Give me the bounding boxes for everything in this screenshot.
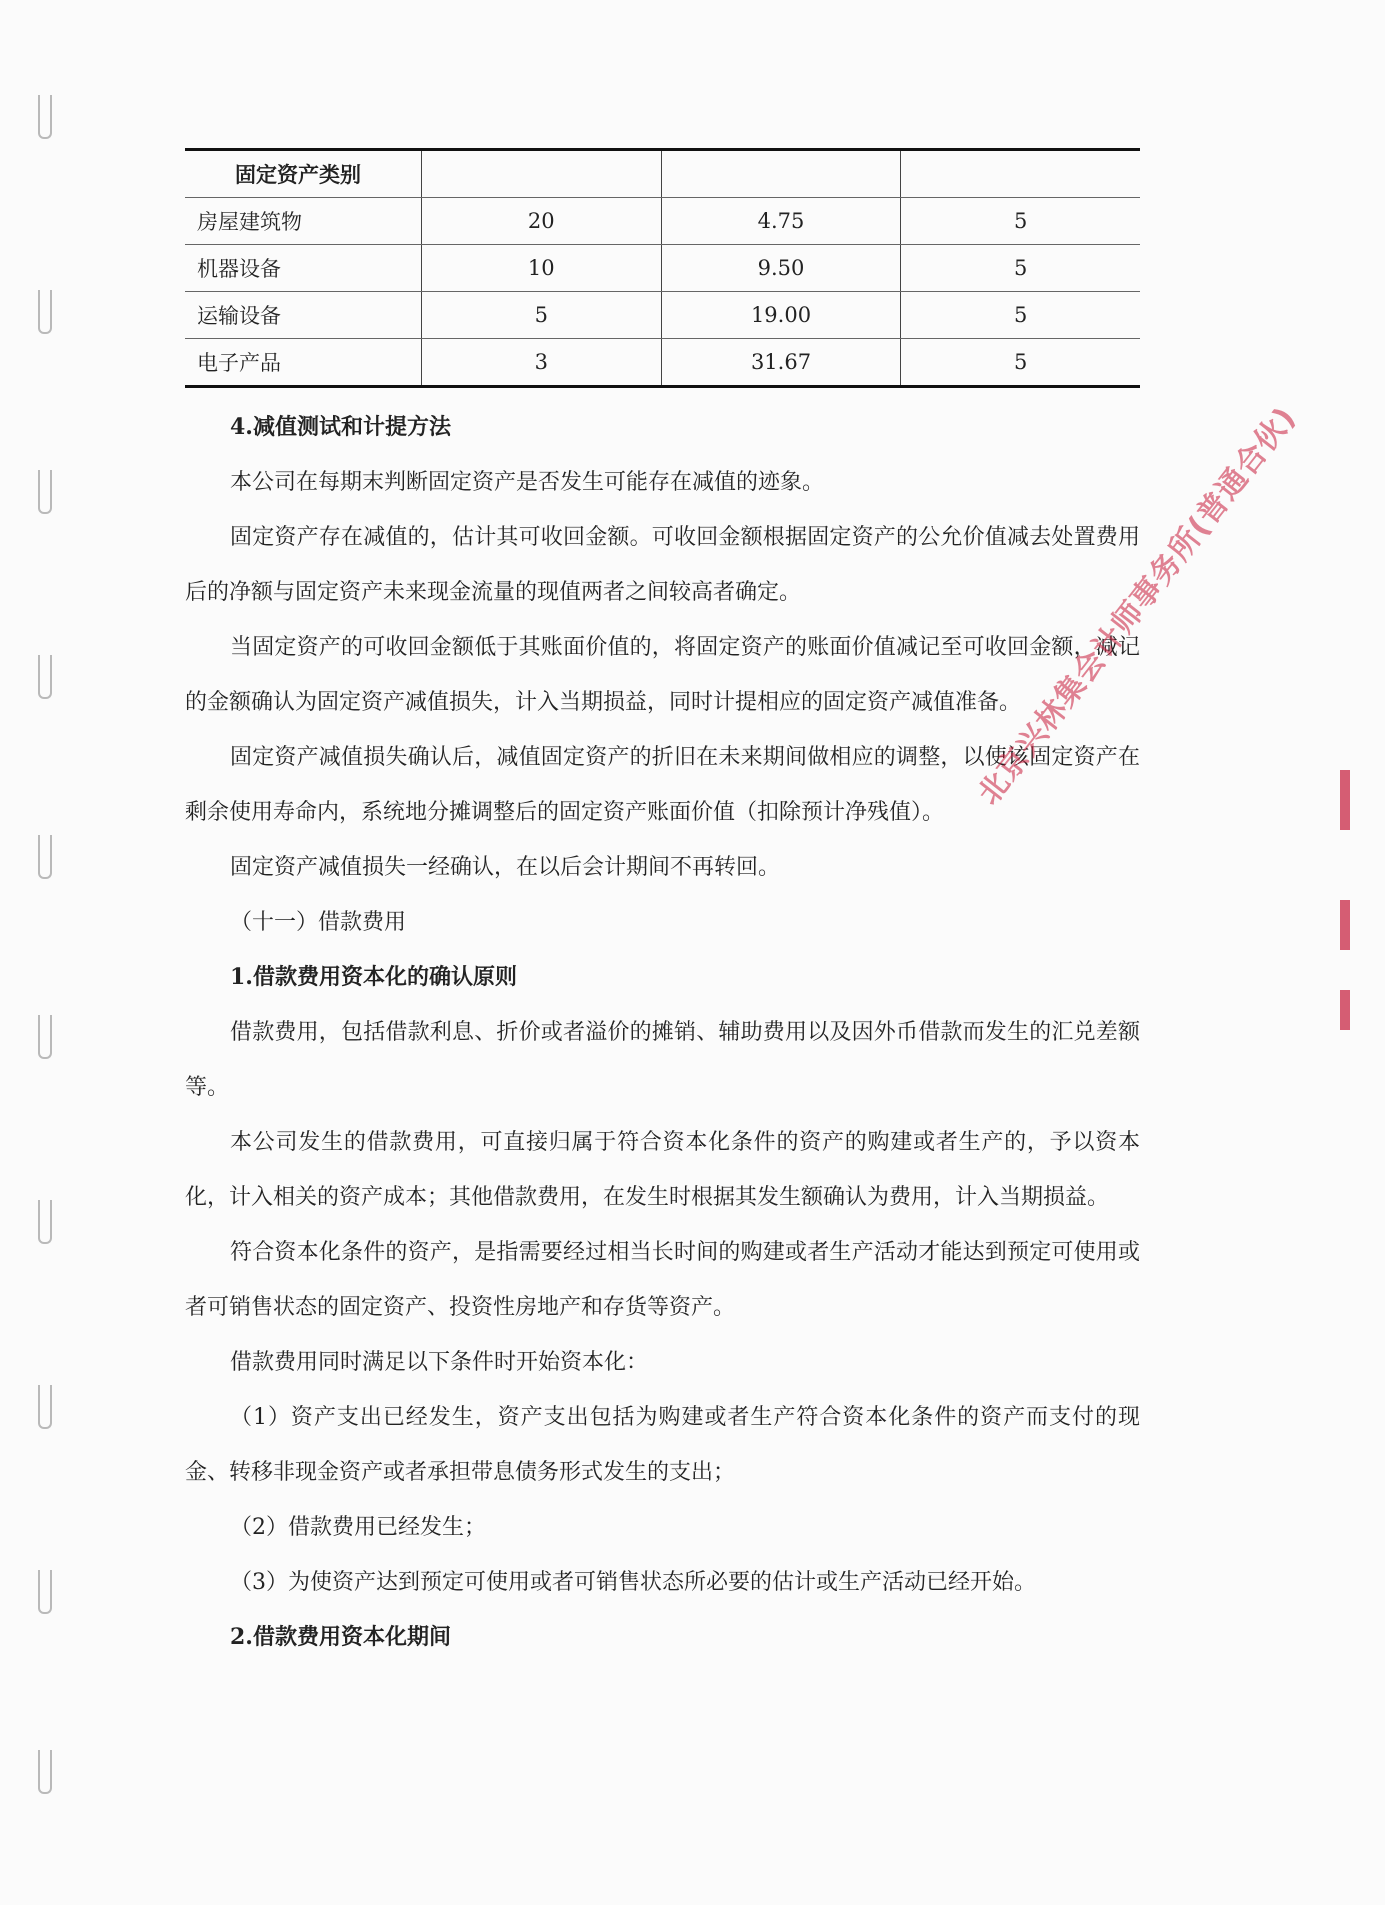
paragraph: 本公司发生的借款费用，可直接归属于符合资本化条件的资产的购建或者生产的，予以资本化，计入相关的资产成本；其他借款费用，在发生时根据其发生额确认为费用，计入当期损益。 [185,1130,1140,1210]
table-header-cell [901,150,1140,198]
table-cell: 9.50 [661,245,901,292]
table-cell: 3 [421,339,661,387]
table-cell: 运输设备 [185,292,421,339]
list-item: （1）资产支出已经发生，资产支出包括为购建或者生产符合资本化条件的资产而支付的现金、转移非现金资产或者承担带息债务形式发生的支出； [185,1405,1140,1485]
table-cell: 5 [421,292,661,339]
subsection-heading: 1.借款费用资本化的确认原则 [230,964,517,990]
paragraph: 当固定资产的可收回金额低于其账面价值的，将固定资产的账面价值减记至可收回金额，减记的金额确认为固定资产减值损失，计入当期损益，同时计提相应的固定资产减值准备。 [185,635,1140,715]
table-cell: 房屋建筑物 [185,198,421,245]
table-cell: 电子产品 [197,351,281,375]
section-heading: （十一）借款费用 [230,910,407,935]
binding-hole [38,290,52,334]
table-cell: 10 [421,245,661,292]
paragraph: 固定资产减值损失确认后，减值固定资产的折旧在未来期间做相应的调整，以使该固定资产在剩余使用寿命内，系统地分摊调整后的固定资产账面价值（扣除预计净残值）。 [185,745,1140,825]
table-cell: 5 [901,339,1140,387]
paragraph: 固定资产减值损失一经确认，在以后会计期间不再转回。 [230,855,781,880]
paragraph: 借款费用，包括借款利息、折价或者溢价的摊销、辅助费用以及因外币借款而发生的汇兑差额等。 [185,1020,1140,1100]
binding-hole [38,1750,52,1794]
table-row [185,245,1140,292]
binding-hole [38,1200,52,1244]
binding-holes [38,0,58,1905]
depreciation-table [185,148,1140,388]
table-cell: 5 [901,245,1140,292]
paragraph: 本公司在每期末判断固定资产是否发生可能存在减值的迹象。 [230,470,825,495]
table-cell: 5 [901,198,1140,245]
table-cell: 19.00 [661,292,901,339]
document-body [185,400,1140,1665]
table-cell: 5 [901,292,1140,339]
table-cell: 20 [421,198,661,245]
binding-hole [38,95,52,139]
table-cell: 4.75 [661,198,901,245]
table-header-cell [661,150,901,198]
seal-edge-mark [1340,990,1350,1030]
seal-edge-mark [1340,900,1350,950]
table-cell: 31.67 [661,339,901,387]
seal-stamp: 北京兴林集会计师事务所(普通合伙) [971,400,1304,812]
paragraph: 固定资产存在减值的，估计其可收回金额。可收回金额根据固定资产的公允价值减去处置费用后的净额与固定资产未来现金流量的现值两者之间较高者确定。 [185,525,1140,605]
table-row [185,198,1140,245]
binding-hole [38,1015,52,1059]
binding-hole [38,655,52,699]
paragraph: 借款费用同时满足以下条件时开始资本化： [230,1350,649,1375]
binding-hole [38,1570,52,1614]
list-item: （3）为使资产达到预定可使用或者可销售状态所必要的估计或生产活动已经开始。 [230,1570,1036,1595]
seal-edge-mark [1340,770,1350,830]
table-header-cell: 固定资产类别 [185,150,421,198]
table-header-cell [421,150,661,198]
table-cell: 机器设备 [185,245,421,292]
table-header-row [185,150,1140,198]
subsection-heading: 2.借款费用资本化期间 [230,1624,451,1650]
list-item: （2）借款费用已经发生； [230,1515,486,1540]
binding-hole [38,470,52,514]
binding-hole [38,1385,52,1429]
paragraph: 符合资本化条件的资产，是指需要经过相当长时间的购建或者生产活动才能达到预定可使用或者可销售状态的固定资产、投资性房地产和存货等资产。 [185,1240,1140,1320]
table-row [185,339,1140,387]
binding-hole [38,835,52,879]
table-row [185,292,1140,339]
section-heading: 4.减值测试和计提方法 [230,414,451,440]
